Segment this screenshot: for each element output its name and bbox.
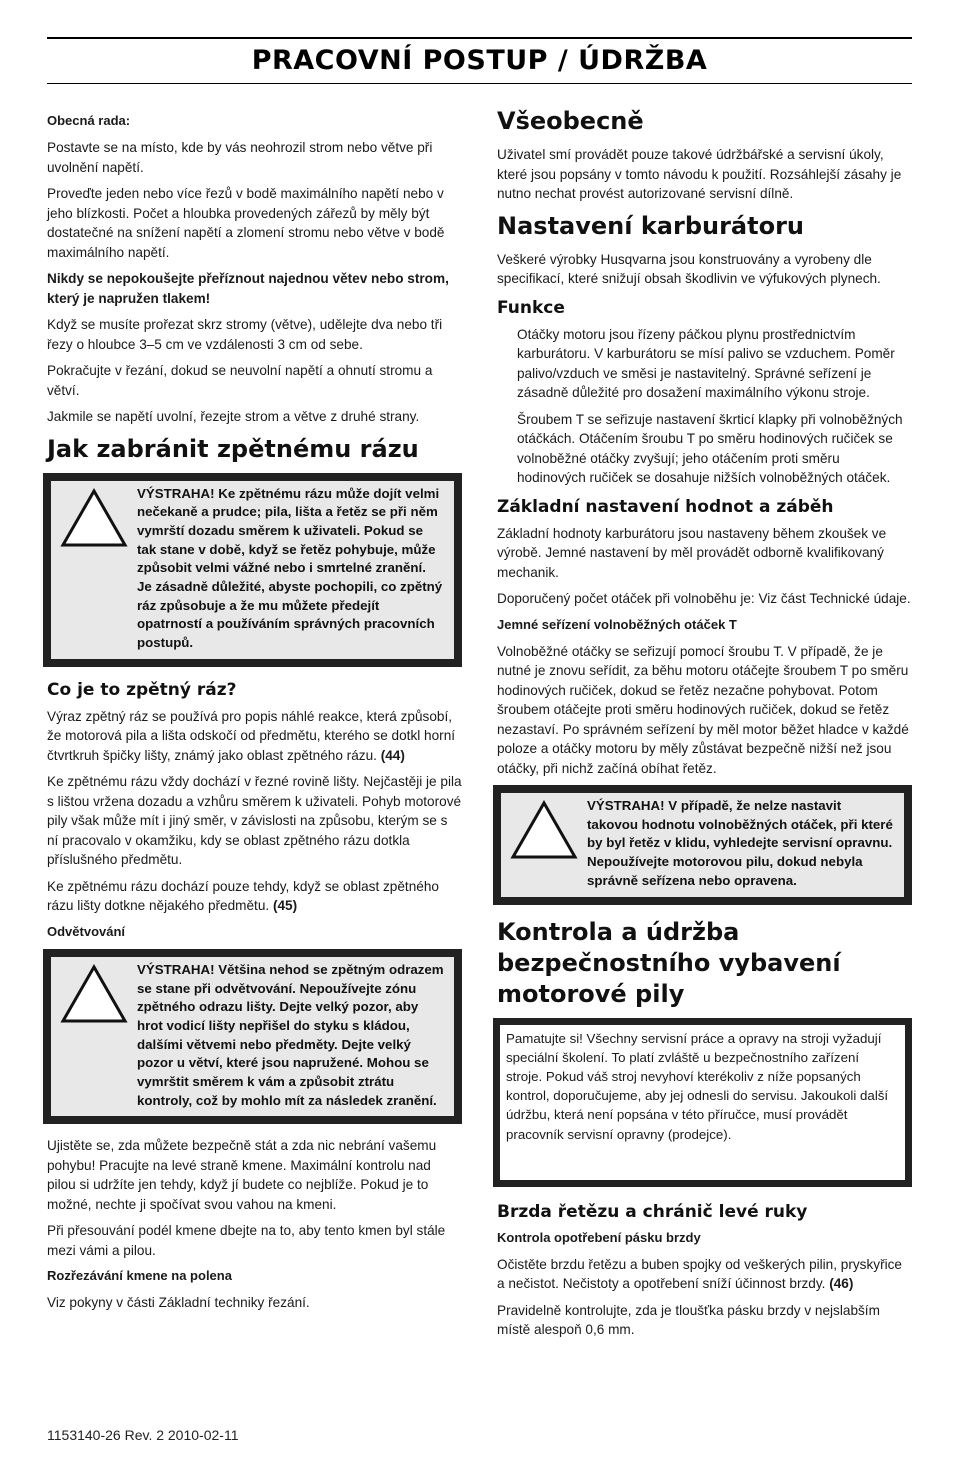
paragraph: Očistěte brzdu řetězu a buben spojky od veškerých pilin, pryskyřice a nečistot. Nečistoty a opotřebení sníží účinnost brzdy. (46) [497, 1256, 902, 1292]
heading-general: Všeobecně [497, 107, 644, 135]
note-box [493, 1018, 912, 1187]
paragraph: Ke zpětnému rázu vždy dochází v řezné rovině lišty. Nejčastěji je pila s lištou vržena dozadu a vzhůru směrem k uživateli. Pohyb motorové pily však může mít i jiný směr, v závislosti na způsobu, kterým se s ní pracovalo v okamžiku, kdy se oblast zpětného rázu dotkla příslušného předmětu. [47, 774, 462, 868]
paragraph: Ujistěte se, zda můžete bezpečně stát a zda nic nebrání vašemu pohybu! Pracujte na levé straně kmene. Maximální kontrolu nad pilou si udržíte jen tehdy, když jí budete co nejblíže. Pokud je to možné, nechte ji spočívat svou vahou na kmeni. [47, 1138, 437, 1212]
paragraph: Ke zpětnému rázu dochází pouze tehdy, když se oblast zpětného rázu lišty dotkne nějakého předmětu. (45) [47, 878, 439, 914]
paragraph: Při přesouvání podél kmene dbejte na to, aby tento kmen byl stále mezi vámi a pilou. [47, 1223, 446, 1258]
warning-text: VÝSTRAHA! Ke zpětnému rázu může dojít velmi nečekaně a prudce; pila, lišta a řetěz se při něm vymrští dozadu směrem k uživateli. Pokud se tak stane v době, když se řetěz pohybuje, může způsobit velmi vážné nebo i smrtelné zranění. Je zásadně důležité, abyste pochopili, co zpětný ráz způsobuje a že mu můžete předejít opatrností a používáním správných pracovních postupů. [137, 485, 443, 651]
paragraph: Základní hodnoty karburátoru jsou nastaveny během zkoušek ve výrobě. Jemné nastavení by měl provádět odborně kvalifikovaný mechanik. [497, 525, 887, 580]
warning-text: VÝSTRAHA! V případě, že nelze nastavit takovou hodnotu volnoběžných otáček, při které by byl řetěz v klidu, vyhledejte servisní opravnu. Nepoužívejte motorovou pilu, dokud nebyla správně seřízena nebo opravena. [587, 798, 893, 888]
paragraph: Pokračujte v řezání, dokud se neuvolní napětí a ohnutí stromu a větví. [47, 363, 433, 398]
paragraph: Výraz zpětný ráz se používá pro popis náhlé reakce, která způsobí, že motorová pila a lišta odskočí od předmětu, kterého se dotkl horní čtvrtkruh špičky lišty, známý jako oblast zpětného rázu. (44) [47, 708, 456, 763]
heading-chain-brake: Brzda řetězu a chránič levé ruky [497, 1201, 808, 1222]
heading-kickback: Jak zabránit zpětnému rázu [47, 434, 419, 463]
page-header [47, 37, 912, 84]
note-text: Pamatujte si! Všechny servisní práce a opravy na stroji vyžadují speciální školení. To platí zvláště u bezpečnostního zařízení stroje. Pokud váš stroj nevyhoví kterékoliv z níže popsaných kontrol, doporučujeme, aby jej odnesli do servisu. Jakoukoli další údržbu, která není popsána v této příručce, musí provádět pracovník servisní opravny (prodejce). [506, 1030, 889, 1142]
warning-triangle-icon [59, 963, 129, 1025]
paragraph: Proveďte jeden nebo více řezů v bodě maximálního napětí nebo v jeho blízkosti. Počet a hloubka provedených zářezů by měly být dostatečné na snížení napětí a zlomení stromu nebo větve v bodě maximálního napětí. [47, 186, 445, 260]
limbing-label: Odvětvování [47, 923, 126, 939]
paragraph: Když se musíte prořezat skrz stromy (větve), udělejte dva nebo tři řezy o hloubce 3–5 cm ve vzdálenosti 3 cm od sebe. [47, 317, 443, 352]
heading-basic-settings: Základní nastavení hodnot a záběh [497, 496, 834, 517]
page-title: PRACOVNÍ POSTUP / ÚDRŽBA [251, 45, 708, 76]
figure-ref: (46) [829, 1276, 854, 1292]
warning-box [493, 785, 912, 905]
heading-carburetor: Nastavení karburátoru [497, 211, 804, 240]
warning-triangle-icon [59, 487, 129, 549]
paragraph: Pravidelně kontrolujte, zda je tloušťka pásku brzdy v nejslabším místě alespoň 0,6 mm. [497, 1302, 880, 1338]
right-column [497, 107, 912, 1347]
bold-warning-paragraph: Nikdy se nepokoušejte přeříznout najednou větev nebo strom, který je napružen tlakem! [47, 271, 449, 306]
warning-triangle-icon [509, 799, 579, 861]
figure-ref: (45) [272, 898, 298, 914]
paragraph: Volnoběžné otáčky se seřizují pomocí šroubu T. V případě, že je nutné je znovu seřídit, za běhu motoru otáčejte šroubem T po směru hodinových ručiček, dokud se řetěz nezačne pohybovat. Potom šroubem otáčejte proti směru hodinových ručiček, dokud se řetěz nezastaví. Po správném seřízení by měl motor běžet hladce v každé poloze a otáčky motoru by měly zůstávat bezpečně nižší než jsou otáčky, při nichž začíná obíhat řetěz. [497, 643, 909, 776]
paragraph: Uživatel smí provádět pouze takové údržbářské a servisní úkoly, které jsou popsány v tomto návodu k použití. Rozsáhlejší zásahy je nutno nechat provést autorizované servisní dílně. [497, 147, 902, 201]
heading-what-is-kickback: Co je to zpětný ráz? [47, 679, 237, 700]
paragraph: Jakmile se napětí uvolní, řezejte strom a větve z druhé strany. [47, 409, 420, 424]
brake-wear-label: Kontrola opotřebení pásku brzdy [497, 1229, 701, 1245]
warning-box [43, 473, 462, 667]
paragraph: Otáčky motoru jsou řízeny páčkou plynu prostřednictvím karburátoru. V karburátoru se mísí palivo se vzduchem. Poměr palivo/vzduch ve směsi je nastavitelný. Správné seřízení je zásadně důležité pro dosažení maximálního výkonu stroje. [517, 326, 895, 400]
left-column [47, 112, 462, 1320]
heading-safety-equipment: Kontrola a údržba bezpečnostního vybavení motorové pily [497, 917, 841, 1008]
fine-adjust-label: Jemné seřízení volnoběžných otáček T [497, 616, 737, 632]
paragraph: Viz pokyny v části Základní techniky řezání. [47, 1295, 310, 1311]
paragraph: Postavte se na místo, kde by vás neohrozil strom nebo větve při uvolnění napětí. [47, 140, 433, 175]
heading-function: Funkce [497, 297, 565, 318]
paragraph: Doporučený počet otáček při volnoběhu je: Viz část Technické údaje. [497, 591, 911, 606]
paragraph: Šroubem T se seřizuje nastavení škrticí klapky při volnoběžných otáčkách. Otáčením šroubu T po směru hodinových ručiček se volnoběžné otáčky zvyšují; jeho otáčením proti směru hodinových ručiček se dosahuje nižších volnoběžných otáček. [517, 411, 903, 485]
paragraph: Veškeré výrobky Husqvarna jsou konstruovány a vyrobeny dle specifikací, které snižují obsah škodlivin ve výfukových plynech. [497, 251, 881, 286]
warning-box [43, 949, 462, 1125]
document-id: 1153140-26 Rev. 2 2010-02-11 [47, 1427, 239, 1443]
figure-ref: (44) [380, 747, 405, 763]
general-advice-label: Obecná rada: [47, 113, 131, 128]
logs-label: Rozřezávání kmene na polena [47, 1268, 232, 1284]
warning-text: VÝSTRAHA! Většina nehod se zpětným odrazem se stane při odvětvování. Nepoužívejte zónu zpětného odrazu lišty. Dejte velký pozor, aby hrot vodicí lišty nepřišel do styku s kládou, dalšími větvemi nebo předměty. Dejte velký pozor u větví, které jsou napružené. Mohou se vymrštit směrem k vám a způsobit ztrátu kontroly, což by mohlo mít za následek zranění. [137, 961, 444, 1108]
